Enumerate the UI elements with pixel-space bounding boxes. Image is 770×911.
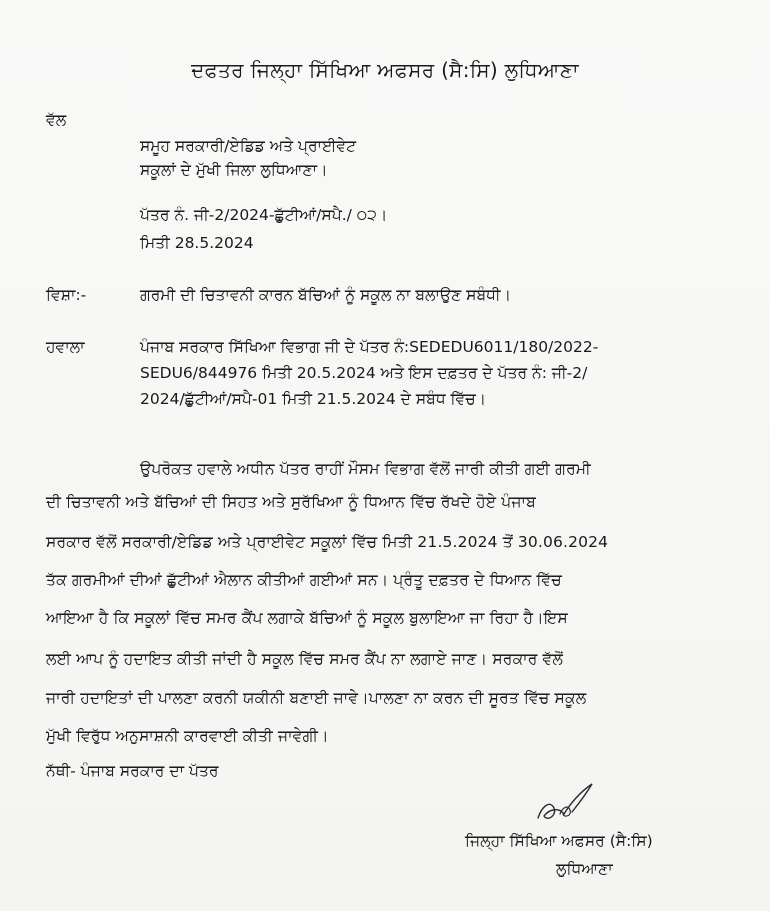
reference-line-1: ਪੰਜਾਬ ਸਰਕਾਰ ਸਿੱਖਿਆ ਵਿਭਾਗ ਜੀ ਦੇ ਪੱਤਰ ਨੰ:SEDEDU6011/180/2022- [140,338,599,356]
body-line-2: ਦੀ ਚਿਤਾਵਨੀ ਅਤੇ ਬੱਚਿਆਂ ਦੀ ਸਿਹਤ ਅਤੇ ਸੁਰੱਖਿਆ ਨੂੰ ਧਿਆਨ ਵਿੱਚ ਰੱਖਦੇ ਹੋਏ ਪੰਜਾਬ [46,493,536,511]
signatory-city: ਲੁਧਿਆਣਾ [556,860,613,878]
office-heading: ਦਫਤਰ ਜਿਲ੍ਹਾ ਸਿੱਖਿਆ ਅਫਸਰ (ਸੈ:ਸਿ) ਲੁਧਿਆਣਾ [191,58,579,82]
letter-number: ਪੱਤਰ ਨੰ. ਜੀ-2/2024-ਛੁੱਟੀਆਂ/ਸਪੈ./ ੦੨। [140,206,388,224]
reference-line-2: SEDU6/844976 ਮਿਤੀ 20.5.2024 ਅਤੇ ਇਸ ਦਫ਼ਤਰ ਦੇ ਪੱਤਰ ਨੰ: ਜੀ-2/ [140,364,588,382]
reference-label: ਹਵਾਲਾ [46,338,85,356]
recipient-line-1: ਸਮੂਹ ਸਰਕਾਰੀ/ਏਡਿਡ ਅਤੇ ਪ੍ਰਾਈਵੇਟ [140,137,357,155]
handwritten-signature [520,778,620,838]
body-line-3: ਸਰਕਾਰ ਵੱਲੋਂ ਸਰਕਾਰੀ/ਏਡਿਡ ਅਤੇ ਪ੍ਰਾਈਵੇਟ ਸਕੂਲਾਂ ਵਿੱਚ ਮਿਤੀ 21.5.2024 ਤੋਂ 30.06.2024 [46,533,609,551]
subject-text: ਗਰਮੀ ਦੀ ਚਿਤਾਵਨੀ ਕਾਰਨ ਬੱਚਿਆਂ ਨੂੰ ਸਕੂਲ ਨਾ ਬਲਾਉਣ ਸਬੰਧੀ। [140,286,512,304]
body-line-1: ਉਪਰੋਕਤ ਹਵਾਲੇ ਅਧੀਨ ਪੱਤਰ ਰਾਹੀਂ ਮੌਸਮ ਵਿਭਾਗ ਵੱਲੋਂ ਜਾਰੀ ਕੀਤੀ ਗਈ ਗਰਮੀ [140,460,591,478]
enclosure-note: ਨੱਥੀ- ਪੰਜਾਬ ਸਰਕਾਰ ਦਾ ਪੱਤਰ [46,762,219,780]
body-line-7: ਜਾਰੀ ਹਦਾਇਤਾਂ ਦੀ ਪਾਲਣਾ ਕਰਨੀ ਯਕੀਨੀ ਬਣਾਈ ਜਾਵੇ।ਪਾਲਣਾ ਨਾ ਕਰਨ ਦੀ ਸੂਰਤ ਵਿੱਚ ਸਕੂਲ [46,689,587,707]
body-line-4: ਤੱਕ ਗਰਮੀਆਂ ਦੀਆਂ ਛੁੱਟੀਆਂ ਐਲਾਨ ਕੀਤੀਆਂ ਗਈਆਂ ਸਨ। ਪ੍ਰੰਤੂ ਦਫ਼ਤਰ ਦੇ ਧਿਆਨ ਵਿੱਚ [46,571,562,589]
body-line-5: ਆਇਆ ਹੈ ਕਿ ਸਕੂਲਾਂ ਵਿੱਚ ਸਮਰ ਕੈਂਪ ਲਗਾਕੇ ਬੱਚਿਆਂ ਨੂੰ ਸਕੂਲ ਬੁਲਾਇਆ ਜਾ ਰਿਹਾ ਹੈ।ਇਸ [46,609,568,627]
reference-line-3: 2024/ਛੁੱਟੀਆਂ/ਸਪੈ-01 ਮਿਤੀ 21.5.2024 ਦੇ ਸਬੰਧ ਵਿੱਚ। [140,390,487,408]
body-line-8: ਮੁੱਖੀ ਵਿਰੁੱਧ ਅਨੁਸਾਸ਼ਨੀ ਕਾਰਵਾਈ ਕੀਤੀ ਜਾਵੇਗੀ। [46,727,329,745]
recipient-line-2: ਸਕੂਲਾਂ ਦੇ ਮੁੱਖੀ ਜਿਲਾ ਲੁਧਿਆਣਾ। [140,161,328,179]
to-label: ਵੱਲ [46,111,67,129]
body-line-6: ਲਈ ਆਪ ਨੂੰ ਹਦਾਇਤ ਕੀਤੀ ਜਾਂਦੀ ਹੈ ਸਕੂਲ ਵਿੱਚ ਸਮਰ ਕੈਂਪ ਨਾ ਲਗਾਏ ਜਾਣ। ਸਰਕਾਰ ਵੱਲੋਂ [46,650,564,668]
letter-date: ਮਿਤੀ 28.5.2024 [140,234,254,252]
subject-label: ਵਿਸ਼ਾ:- [46,286,87,304]
signatory-title: ਜਿਲ੍ਹਾ ਸਿੱਖਿਆ ਅਫਸਰ (ਸੈ:ਸਿ) [465,832,653,850]
